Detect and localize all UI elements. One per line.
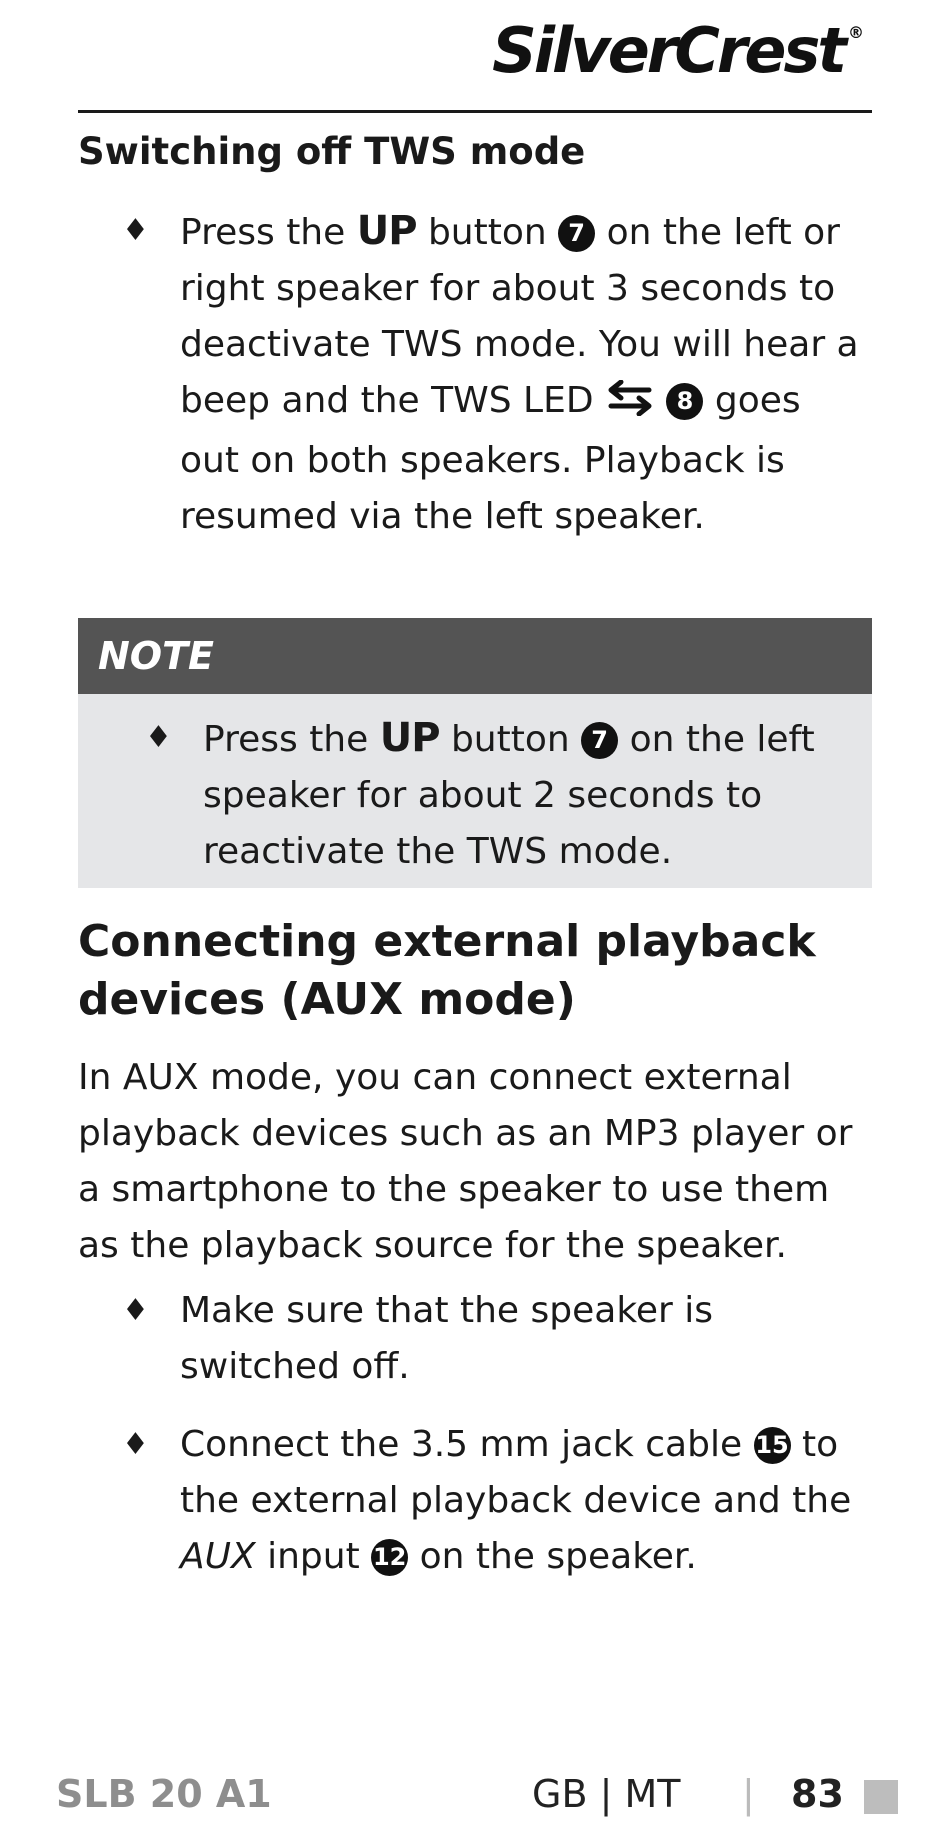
model-number: SLB 20 A1	[56, 1772, 272, 1816]
footer-separator: |	[742, 1772, 755, 1816]
page-number: 83	[791, 1772, 844, 1816]
diamond-bullet-icon: ♦	[122, 213, 149, 248]
up-button-symbol: UP	[356, 208, 417, 254]
note-box	[78, 618, 872, 888]
callout-15: 15	[754, 1427, 791, 1464]
aux-intro-paragraph: In AUX mode, you can connect external playback devices such as an MP3 player or a smartphone to the speaker to use them as the playback source for the speaker.	[78, 1057, 853, 1266]
callout-8: 8	[666, 383, 703, 420]
diamond-bullet-icon: ♦	[122, 1293, 149, 1328]
aux-label: AUX	[180, 1536, 256, 1577]
header-rule	[78, 110, 872, 113]
callout-12: 12	[371, 1539, 408, 1576]
page-footer	[56, 1772, 894, 1822]
up-button-symbol: UP	[379, 715, 440, 761]
list-item: ♦ Connect the 3.5 mm jack cable 15 to the external playback device and the AUX input 12 on the speaker.	[180, 1417, 870, 1585]
list-item: ♦ Make sure that the speaker is switched off.	[180, 1283, 870, 1395]
language-codes: GB | MT	[532, 1772, 681, 1816]
list-item: ♦ Press the UP button 7 on the left speaker for about 2 seconds to reactivate the TWS mode.	[203, 710, 843, 880]
tws-swap-icon	[605, 377, 655, 433]
callout-7: 7	[581, 722, 618, 759]
page-marker-square	[864, 1780, 898, 1814]
note-heading: NOTE	[78, 618, 872, 694]
diamond-bullet-icon: ♦	[122, 1427, 149, 1462]
diamond-bullet-icon: ♦	[145, 720, 172, 755]
callout-7: 7	[558, 215, 595, 252]
section-title-tws-off: Switching off TWS mode	[78, 130, 586, 173]
list-item: ♦ Press the UP button 7 on the left or right speaker for about 3 seconds to deactivate TWS mode. You will hear a beep and the TWS LED 8 goes out on both speakers. Playback is resumed via the left speaker.	[180, 203, 870, 545]
section-title-aux: Connecting external playback devices (AUX mode)	[78, 916, 816, 1025]
silvercrest-logo: SilverCrest ®	[492, 14, 864, 87]
